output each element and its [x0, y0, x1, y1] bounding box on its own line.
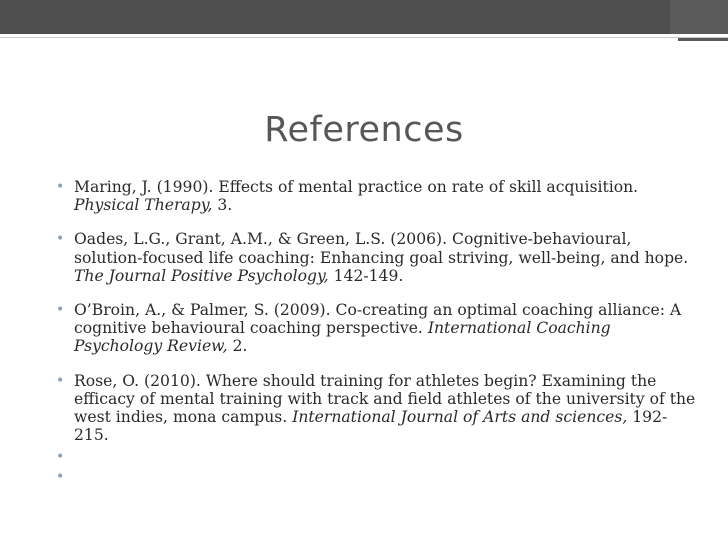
bullet-icon: • — [56, 179, 65, 195]
reference-item — [56, 372, 696, 445]
bullet-icon: • — [56, 302, 65, 319]
reference-journal: International Journal of Arts and sciences, — [292, 408, 628, 427]
empty-bullet-item — [56, 448, 696, 466]
reference-journal: The Journal Positive Psychology, — [74, 266, 329, 285]
reference-pages: 192-215. — [74, 408, 668, 445]
reference-item — [56, 301, 696, 356]
reference-item — [56, 178, 696, 214]
reference-text: O’Broin, A., & Palmer, S. (2009). Co-creating an optimal coaching alliance: A cognitive behavioural coaching perspective. — [74, 301, 682, 338]
slide-header-bar — [0, 0, 728, 34]
bullet-icon: • — [56, 372, 65, 389]
bullet-icon: • — [56, 469, 65, 486]
reference-pages: 3. — [212, 196, 233, 215]
reference-text: Rose, O. (2010). Where should training for athletes begin? Examining the efficacy of mental training with track and field athletes of the university of the west indies, mona campus. — [74, 371, 696, 427]
header-bar-accent — [670, 0, 728, 34]
reference-item — [56, 230, 696, 285]
bullet-icon: • — [56, 231, 65, 248]
header-right-accent — [678, 38, 728, 41]
reference-text: Oades, L.G., Grant, A.M., & Green, L.S. (2006). Cognitive-behavioural, solution-focused life coaching: Enhancing goal striving, well-being, and hope. — [74, 230, 689, 267]
bullet-icon: • — [56, 449, 65, 466]
empty-bullet-item — [56, 468, 696, 486]
reference-pages: 2. — [227, 337, 248, 356]
reference-journal: International Coaching Psychology Review, — [74, 319, 611, 356]
reference-journal: Physical Therapy, — [74, 196, 213, 215]
reference-pages: 142-149. — [328, 266, 404, 285]
reference-list — [56, 178, 696, 488]
slide-title: References — [264, 110, 464, 150]
reference-text: Maring, J. (1990). Effects of mental practice on rate of skill acquisition. — [74, 178, 639, 196]
header-divider-line — [0, 37, 728, 38]
